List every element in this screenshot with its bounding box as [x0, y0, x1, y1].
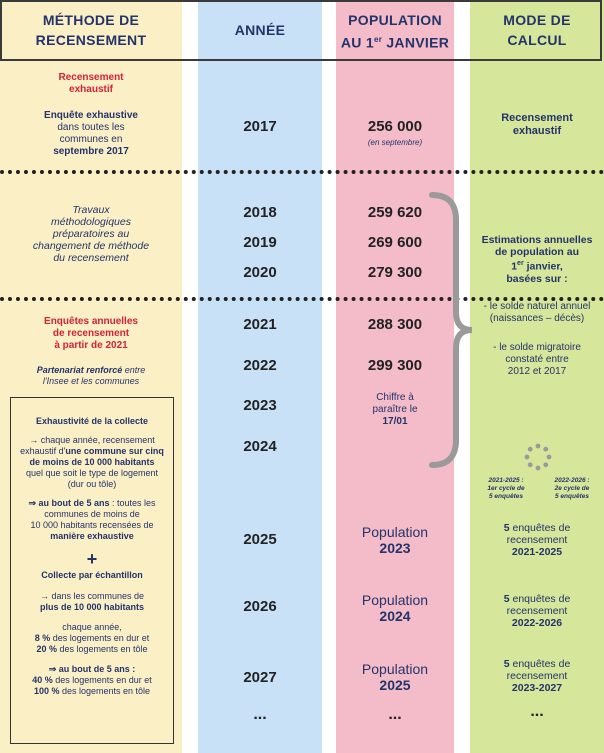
year-2022: 2022: [243, 357, 277, 374]
collection-box-text: Exhaustivité de la collecte → chaque année, recensement exhaustif d'une commune sur cinq de moins de 10 000 habitants quel que soit le type de logement (dur ou tôle) ⇒ au bout de 5 ans : toutes les communes de moins de 10 000 habitants recensées de manière exhaustive + Collecte par échantillon → dans les communes de plus de 10 000 habitants chaque année, 8 % des logements en dur et 20 % des logements en tôle ⇒ au bout de 5 ans : 40 % des logements en dur et 100 % des logements en tôle: [10, 416, 174, 697]
methodology-work-text: Travaux méthodologiques préparatoires au changement de méthode du recensement: [32, 204, 150, 264]
population-2023-label: Population 2023: [361, 524, 429, 556]
plus-sign: +: [86, 549, 98, 569]
year-2023: 2023: [243, 397, 277, 414]
calc-estimates-title: Estimations annuelles de population au 1er janvier, basées sur :: [481, 234, 593, 285]
population-2019: 269 600: [367, 234, 423, 251]
curly-brace-icon: [428, 190, 478, 470]
year-2020: 2020: [243, 264, 277, 281]
header-population-line1: POPULATION: [348, 12, 442, 28]
partnership-text: Partenariat renforcé entre l'Insee et les communes: [36, 365, 146, 386]
population-2017-note: (en septembre): [367, 138, 423, 147]
calc-natural-balance: - le solde naturel annuel (naissances – décès): [483, 301, 591, 324]
header-calculation: [470, 10, 604, 50]
sample-collection-title: Collecte par échantillon: [41, 570, 143, 580]
year-2024: 2024: [243, 438, 277, 455]
cycle-2-label: 2022-2026 : 2e cycle de 5 enquêtes: [554, 477, 590, 500]
calc-census: Recensement exhaustif: [501, 112, 573, 137]
cycle-1-label: 2021-2025 : 1er cycle de 5 enquêtes: [487, 477, 525, 500]
year-2027: 2027: [243, 669, 277, 686]
header-year: ANNÉE: [234, 22, 286, 38]
survey-exhaustive-text: Enquête exhaustive dans toutes les communes en septembre 2017: [44, 110, 138, 157]
header-method: [0, 10, 182, 50]
calc-ellipsis: ...: [530, 703, 544, 720]
calc-surveys-2022-2026: 5 enquêtes de recensement 2022-2026: [503, 593, 571, 629]
population-2018: 259 620: [367, 204, 423, 221]
exhaustive-collection-title: Exhaustivité de la collecte: [35, 416, 149, 426]
calc-migration-balance: - le solde migratoire constaté entre 2012 et 2017: [493, 342, 581, 377]
header-method-line1: MÉTHODE DE: [42, 12, 140, 28]
population-2020: 279 300: [367, 264, 423, 281]
population-2025-label: Population 2025: [361, 661, 429, 693]
calc-surveys-2021-2025: 5 enquêtes de recensement 2021-2025: [503, 522, 571, 558]
year-2019: 2019: [243, 234, 277, 251]
year-2018: 2018: [243, 204, 277, 221]
population-ellipsis: ...: [388, 706, 402, 723]
header-population: [336, 10, 454, 53]
separator-2017: [0, 170, 604, 174]
header-method-line2: RECENSEMENT: [35, 32, 147, 48]
header-population-line2: AU 1er JANVIER: [340, 34, 450, 51]
population-2024-label: Population 2024: [361, 592, 429, 624]
population-2017: 256 000: [367, 118, 423, 135]
header-calculation-line1: MODE DE: [503, 12, 571, 28]
population-2022: 299 300: [367, 357, 423, 374]
year-2026: 2026: [243, 598, 277, 615]
population-2021: 288 300: [367, 316, 423, 333]
census-exhaustive-title: Recensement exhaustif: [58, 72, 124, 95]
calc-surveys-2023-2027: 5 enquêtes de recensement 2023-2027: [503, 658, 571, 694]
year-ellipsis: ...: [253, 706, 267, 723]
cycle-icon: [524, 443, 552, 471]
header-calculation-line2: CALCUL: [507, 32, 567, 48]
year-2025: 2025: [243, 531, 277, 548]
column-year-bg: [198, 0, 322, 753]
annual-surveys-title: Enquêtes annuelles de recensement à partir de 2021: [44, 316, 138, 351]
year-2021: 2021: [243, 316, 277, 333]
population-pending: Chiffre à paraître le 17/01: [372, 392, 418, 427]
year-2017: 2017: [243, 118, 277, 135]
